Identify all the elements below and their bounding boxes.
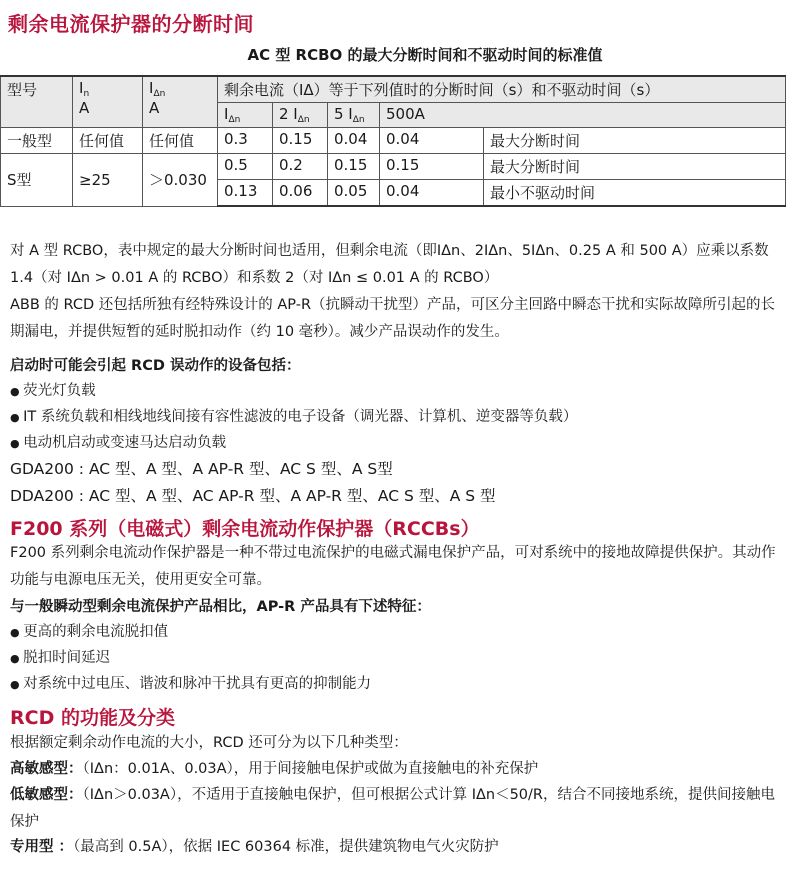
header-1idn: $I_{\Delta n}$ <box>218 103 273 128</box>
f200-text: F200 系列剩余电流动作保护器是一种不带过电流保护的电磁式漏电保护产品，可对系统中的接地故障提供保护。其动作功能与电源电压无关，使用更安全可靠。 <box>10 545 776 588</box>
cell-idn: ＞0.030 <box>143 154 218 207</box>
cell-v4: 0.15 <box>380 154 484 180</box>
cell-desc: 最小不驱动时间 <box>484 180 786 207</box>
cell-v3: 0.05 <box>328 180 380 207</box>
cell-v3: 0.15 <box>328 154 380 180</box>
page-title: 剩余电流保护器的分断时间 <box>8 12 254 36</box>
list-item: ● 对系统中过电压、谐波和脉冲干扰具有更高的抑制能力 <box>10 671 780 698</box>
dda-models: DDA200 : AC 型、A 型、AC AP-R 型、A AP-R 型、AC S 型、A S 型 <box>10 487 496 505</box>
cell-in: 任何值 <box>73 128 143 154</box>
high-text: （IΔn：0.01A、0.03A），用于间接触电保护或做为直接触电的补充保护 <box>82 761 539 777</box>
cell-v4: 0.04 <box>380 128 484 154</box>
special-text: （最高到 0.5A），依据 IEC 60364 标准，提供建筑物电气火灾防护 <box>73 839 499 855</box>
cell-v2: 0.06 <box>273 180 328 207</box>
table-row <box>1 128 786 154</box>
header-residual: 剩余电流（IΔ）等于下列值时的分断时间（s）和不驱动时间（s） <box>218 76 786 103</box>
cell-v3: 0.04 <box>328 128 380 154</box>
cell-desc: 最大分断时间 <box>484 128 786 154</box>
cell-v2: 0.15 <box>273 128 328 154</box>
f200-heading: F200 系列（电磁式）剩余电流动作保护器（RCCBs） <box>10 518 480 540</box>
cell-v1: 0.3 <box>218 128 273 154</box>
header-5idn: 5 $I_{\Delta n}$ <box>328 103 380 128</box>
header-500a: 500A <box>380 103 484 128</box>
rcd-special <box>10 834 780 861</box>
cell-v1: 0.13 <box>218 180 273 207</box>
cell-desc: 最大分断时间 <box>484 154 786 180</box>
list-item: ● IT 系统负载和相线地线间接有容性滤波的电子设备（调光器、计算机、逆变器等负载） <box>10 404 780 431</box>
table-row <box>1 154 786 180</box>
cell-type: 一般型 <box>1 128 73 154</box>
header-type: 型号 <box>1 76 73 128</box>
cell-in: ≥25 <box>73 154 143 207</box>
low-label: 低敏感型： <box>10 787 83 803</box>
high-label: 高敏感型： <box>10 761 83 777</box>
list-item: ● 脱扣时间延迟 <box>10 645 780 672</box>
low-text: （IΔn＞0.03A），不适用于直接触电保护，但可根据公式计算 IΔn＜50/R，结合不同接地系统，提供间接触电保护 <box>10 787 775 830</box>
cell-v1: 0.5 <box>218 154 273 180</box>
cell-type: S型 <box>1 154 73 207</box>
breaking-time-table <box>0 75 786 207</box>
devices-heading: 启动时可能会引起 RCD 误动作的设备包括： <box>10 358 301 374</box>
apr-features-heading: 与一般瞬动型剩余电流保护产品相比，AP-R 产品具有下述特征： <box>10 599 431 615</box>
gda-models: GDA200 : AC 型、A 型、A AP-R 型、AC S 型、A S型 <box>10 460 393 478</box>
list-item: ● 电动机启动或变速马达启动负载 <box>10 430 780 457</box>
list-item: ● 更高的剩余电流脱扣值 <box>10 619 780 646</box>
rcd-intro: 根据额定剩余动作电流的大小，RCD 还可分为以下几种类型： <box>10 735 408 751</box>
paragraph-apr: ABB 的 RCD 还包括所独有经特殊设计的 AP-R（抗瞬动干扰型）产品，可区分主回路中瞬态干扰和实际故障所引起的长期漏电，并提供短暂的延时脱扣动作（约 10 毫秒）。减少产品误动作的发生。 <box>10 297 776 340</box>
rcd-low-sensitivity <box>10 782 780 836</box>
list-item: ● 荧光灯负载 <box>10 378 780 405</box>
header-2idn: 2 $I_{\Delta n}$ <box>273 103 328 128</box>
header-blank <box>484 103 786 128</box>
rcd-high-sensitivity <box>10 756 780 783</box>
cell-v4: 0.04 <box>380 180 484 207</box>
special-label: 专用型 ： <box>10 839 74 855</box>
header-in: $I_n$ A <box>73 76 143 128</box>
header-idn: $I_{\Delta n}$ A <box>143 76 218 128</box>
cell-v2: 0.2 <box>273 154 328 180</box>
table-header-row <box>1 76 786 103</box>
paragraph-rcbo-factor: 对 A 型 RCBO，表中规定的最大分断时间也适用，但剩余电流（即IΔn、2IΔn、5IΔn、0.25 A 和 500 A）应乘以系数 1.4（对 IΔn > 0.01 A 的 RCBO）和系数 2（对 IΔn ≤ 0.01 A 的 RCBO） <box>10 243 769 286</box>
table-caption: AC 型 RCBO 的最大分断时间和不驱动时间的标准值 <box>247 46 603 64</box>
rcd-heading: RCD 的功能及分类 <box>10 707 175 729</box>
cell-idn: 任何值 <box>143 128 218 154</box>
